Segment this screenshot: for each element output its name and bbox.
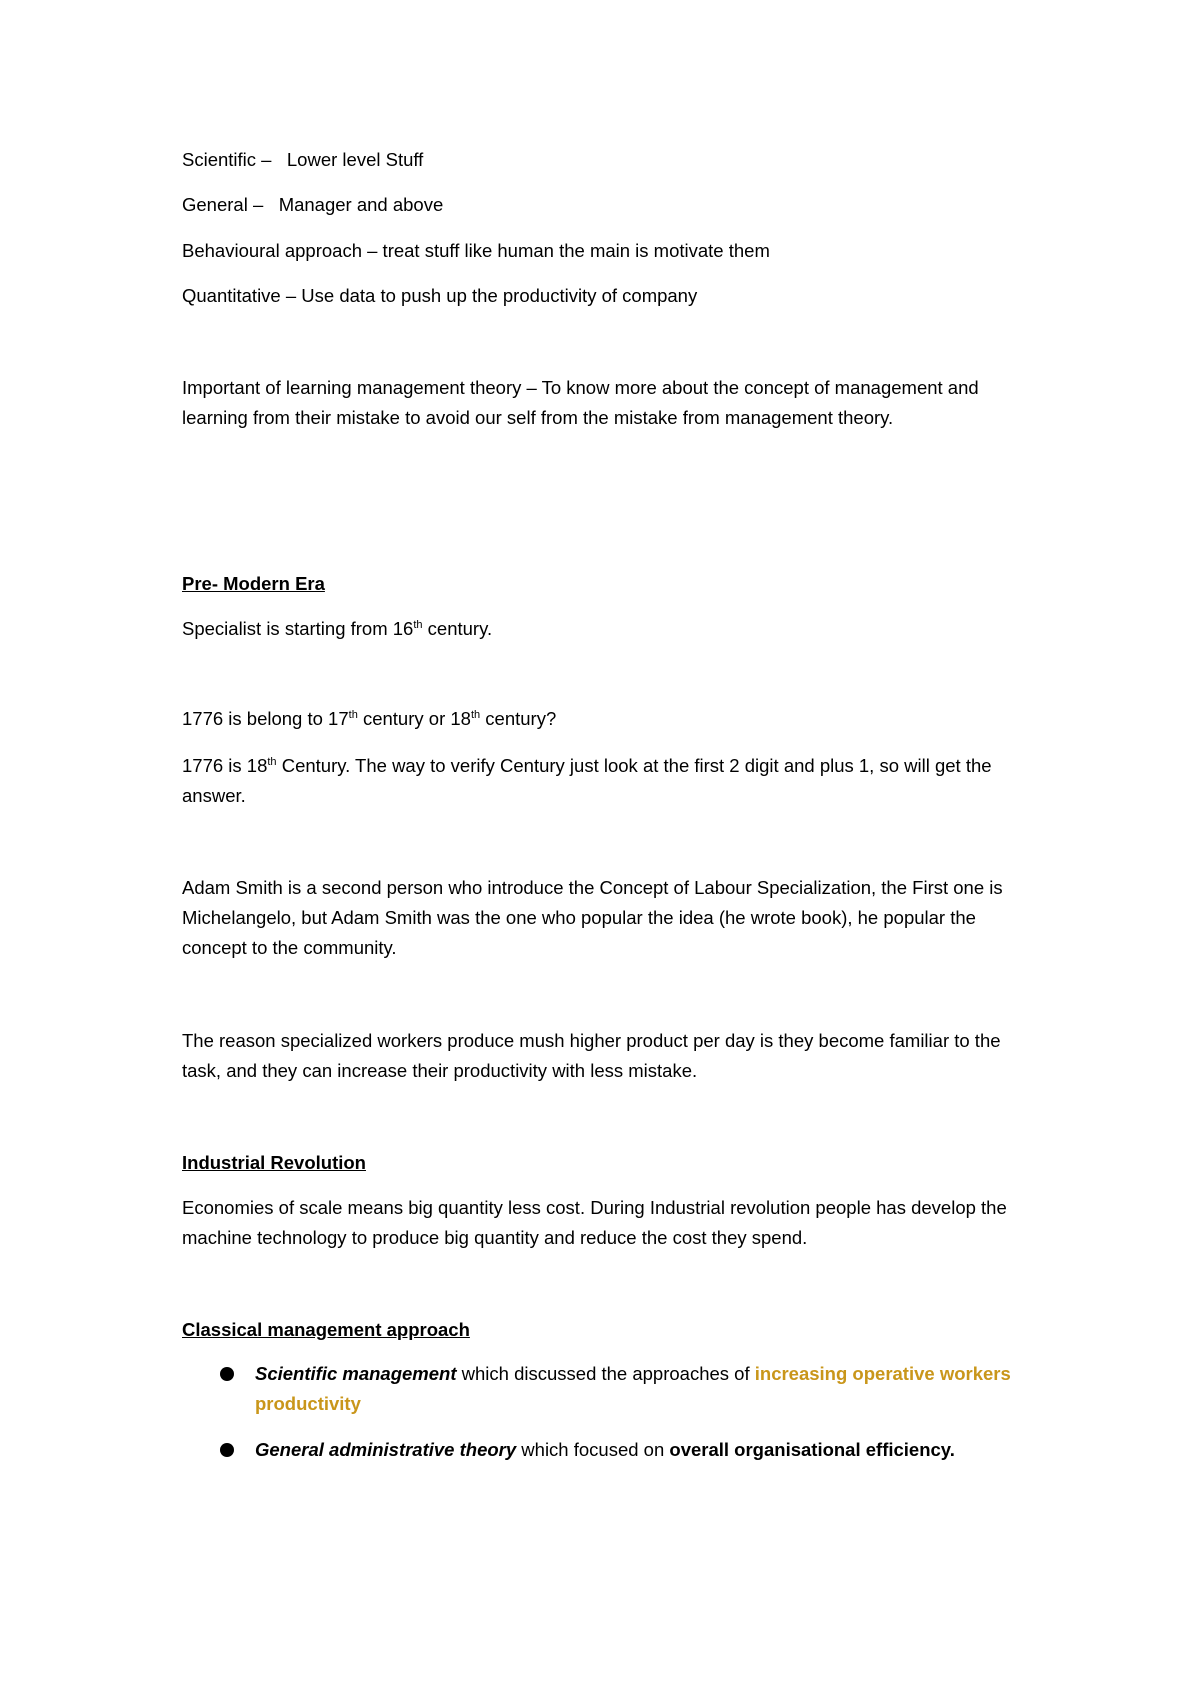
paragraph-reason: The reason specialized workers produce mush higher product per day is they become familiar to the task, and they can increase their productivity with less mistake.	[182, 1030, 1001, 1081]
heading-pre-modern-era: Pre- Modern Era	[182, 573, 325, 594]
line-behavioural: Behavioural approach – treat stuff like human the main is motivate them	[182, 240, 770, 261]
bullet-general-administrative: General administrative theory which focused on overall organisational efficiency.	[255, 1439, 955, 1460]
heading-classical-management: Classical management approach	[182, 1319, 470, 1340]
paragraph-adam-smith: Adam Smith is a second person who introduce the Concept of Labour Specialization, the First one is Michelangelo, but Adam Smith was the one who popular the idea (he wrote book), he popular the concept to the community.	[182, 877, 1003, 958]
paragraph-economies-of-scale: Economies of scale means big quantity less cost. During Industrial revolution people has develop the machine technology to produce big quantity and reduce the cost they spend.	[182, 1197, 1007, 1248]
line-general: General – Manager and above	[182, 194, 444, 215]
line-scientific: Scientific – Lower level Stuff	[182, 149, 424, 170]
paragraph-important: Important of learning management theory – To know more about the concept of management and learning from their mistake to avoid our self from the mistake from management theory.	[182, 377, 979, 428]
paragraph-question: 1776 is belong to 17th century or 18th century?	[182, 708, 557, 729]
paragraph-answer: 1776 is 18th Century. The way to verify Century just look at the first 2 digit and plus 1, so will get the answer.	[182, 755, 992, 806]
bullet-dot-icon	[220, 1367, 234, 1381]
heading-industrial-revolution: Industrial Revolution	[182, 1152, 366, 1173]
line-quantitative: Quantitative – Use data to push up the productivity of company	[182, 285, 698, 306]
bullet-dot-icon	[220, 1443, 234, 1457]
bullet-scientific-management: Scientific management which discussed the approaches of increasing operative workers productivity	[255, 1363, 1011, 1414]
paragraph-specialist: Specialist is starting from 16th century.	[182, 618, 493, 639]
